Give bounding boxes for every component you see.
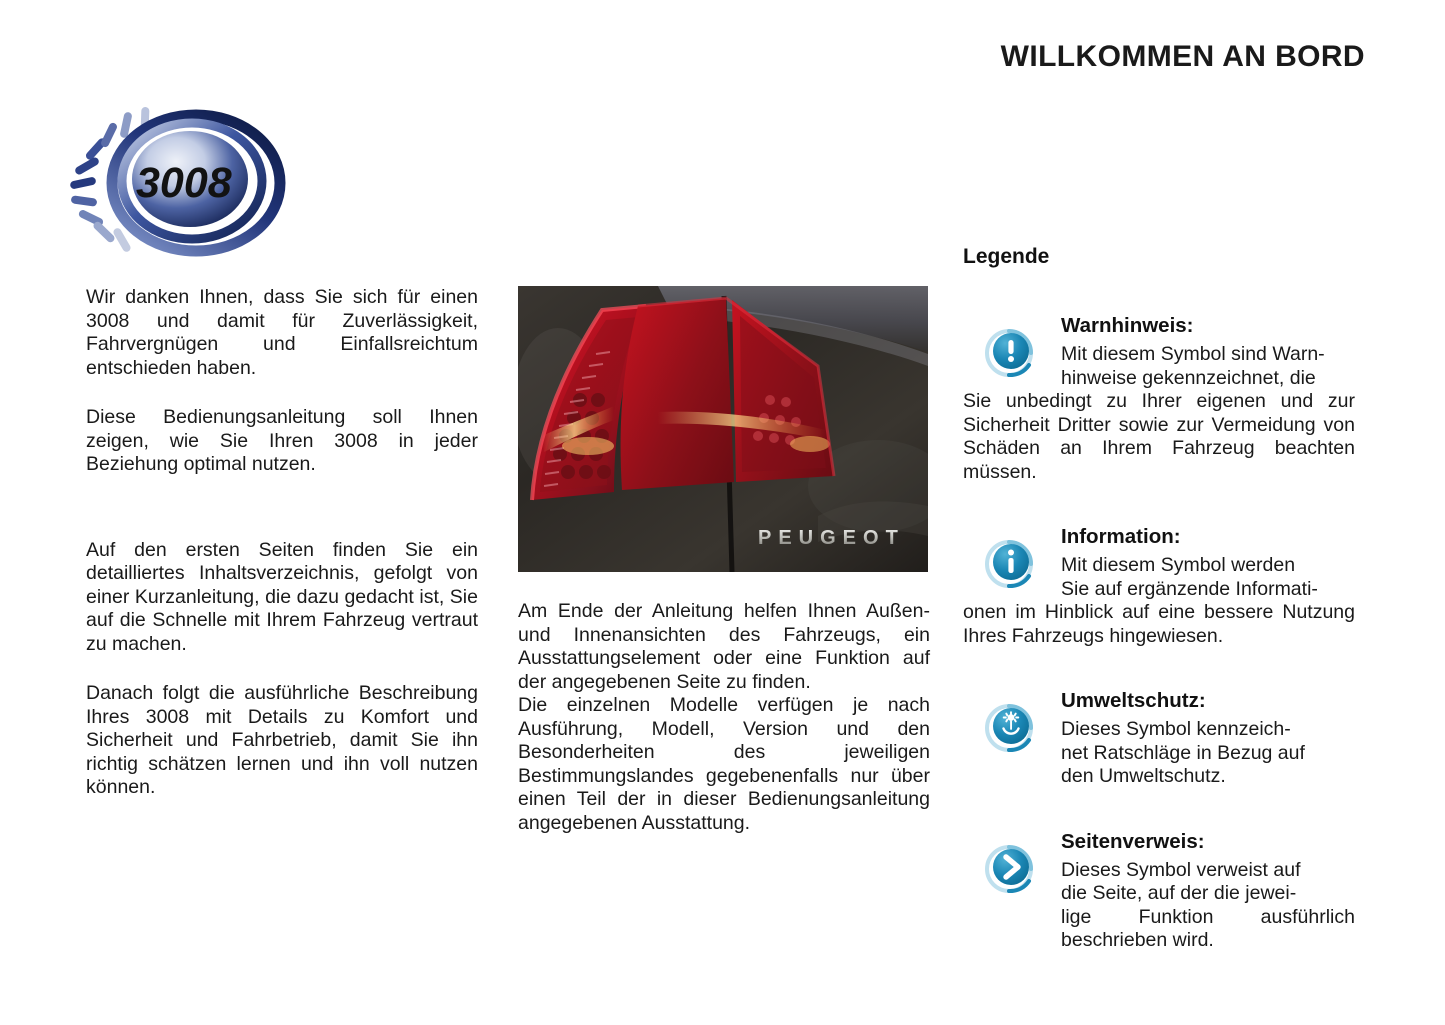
legend-text-line-1: Mit diesem Symbol werden [1061, 554, 1296, 576]
page-reference-chevron-icon [985, 841, 1037, 893]
legend-item-seitenverweis [963, 829, 1355, 953]
logo-graphic [68, 105, 286, 257]
middle-paragraph-1: Am Ende der Anleitung helfen Ihnen Außen- und Innenansichten des Fahrzeugs, ein Ausstattungselement oder eine Funktion auf der angegebenen Seite zu finden. [518, 600, 930, 693]
legend-text-line-2: die Seite, auf der die jewei- [1061, 882, 1297, 904]
legend-heading-umweltschutz: Umweltschutz: [1061, 689, 1206, 712]
middle-paragraph-2: Die einzelnen Modelle verfügen je nach Ausführung, Modell, Version und den Besonderheiten des jeweiligen Bestimmungslandes gegebenenfalls nur über einen Teil der in dieser Bedienungsanleitung angegebenen Ausstattung. [518, 694, 930, 834]
legend-text-line-2: net Ratschläge in Bezug auf [1061, 741, 1305, 764]
legend-section [963, 245, 1355, 953]
legend-text-rest: Sie unbedingt zu Ihrer eigenen und zur Sicherheit Dritter sowie zur Vermeidung von Schäden an Ihrem Fahrzeug beachten müssen. [963, 390, 1355, 483]
taillight-photo-graphic [518, 286, 928, 572]
legend-text-line-1: Mit diesem Symbol sind Warn- [1061, 343, 1325, 365]
legend-text-line-1: Dieses Symbol kennzeich- [1061, 718, 1291, 740]
legend-heading-warnhinweis: Warnhinweis: [1061, 314, 1194, 337]
environment-flower-icon [985, 700, 1037, 752]
page-title: WILLKOMMEN AN BORD [1000, 40, 1365, 73]
legend-item-warnhinweis [963, 313, 1355, 484]
photo-text-spacer [518, 572, 930, 600]
warning-exclamation-icon [985, 325, 1037, 377]
information-i-icon [985, 536, 1037, 588]
legend-text-line-2: Sie auf ergänzende Informati- [1061, 577, 1318, 600]
intro-paragraph-3: Auf den ersten Seiten finden Sie ein detailliertes Inhaltsverzeichnis, gefolgt von einer Kurzanleitung, die dazu gedacht ist, Sie auf die Schnelle mit Ihrem Fahrzeug vertraut zu machen. [86, 538, 478, 655]
legend-text-line-2: hinweise gekennzeichnet, die [1061, 366, 1316, 389]
logo-model-text: 3008 [136, 159, 232, 207]
legend-heading: Legende [963, 245, 1050, 268]
legend-text-rest: lige Funktion ausführlich beschrieben wird. [1061, 905, 1355, 951]
legend-text-rest: den Umweltschutz. [1061, 765, 1226, 787]
intro-paragraph-4: Danach folgt die ausführliche Beschreibung Ihres 3008 mit Details zu Komfort und Sicherheit und Fahrbetrieb, damit Sie ihn richtig schätzen lernen und ihn voll nutzen können. [86, 682, 478, 798]
intro-left-column [86, 286, 478, 800]
legend-heading-information: Information: [1061, 525, 1181, 548]
legend-heading-seitenverweis: Seitenverweis: [1061, 829, 1205, 853]
column-spacer [86, 503, 478, 539]
intro-paragraph-1: Wir danken Ihnen, dass Sie sich für einen 3008 und damit für Zuverlässigkeit, Fahrvergnügen und Einfallsreichtum entschieden haben. [86, 286, 478, 379]
intro-middle-column [518, 286, 930, 835]
legend-text-rest: onen im Hinblick auf eine bessere Nutzung Ihres Fahrzeugs hingewiesen. [963, 601, 1355, 647]
legend-text-line-1: Dieses Symbol verweist auf [1061, 858, 1301, 881]
peugeot-badge-text: PEUGEOT [758, 527, 905, 549]
legend-item-information [963, 524, 1355, 648]
peugeot-3008-logo [68, 105, 286, 257]
peugeot-3008-taillight-photo [518, 286, 928, 572]
intro-paragraph-2: Diese Bedienungsanleitung soll Ihnen zeigen, wie Sie Ihren 3008 in jeder Beziehung optimal nutzen. [86, 406, 478, 475]
legend-item-umweltschutz [963, 688, 1355, 789]
